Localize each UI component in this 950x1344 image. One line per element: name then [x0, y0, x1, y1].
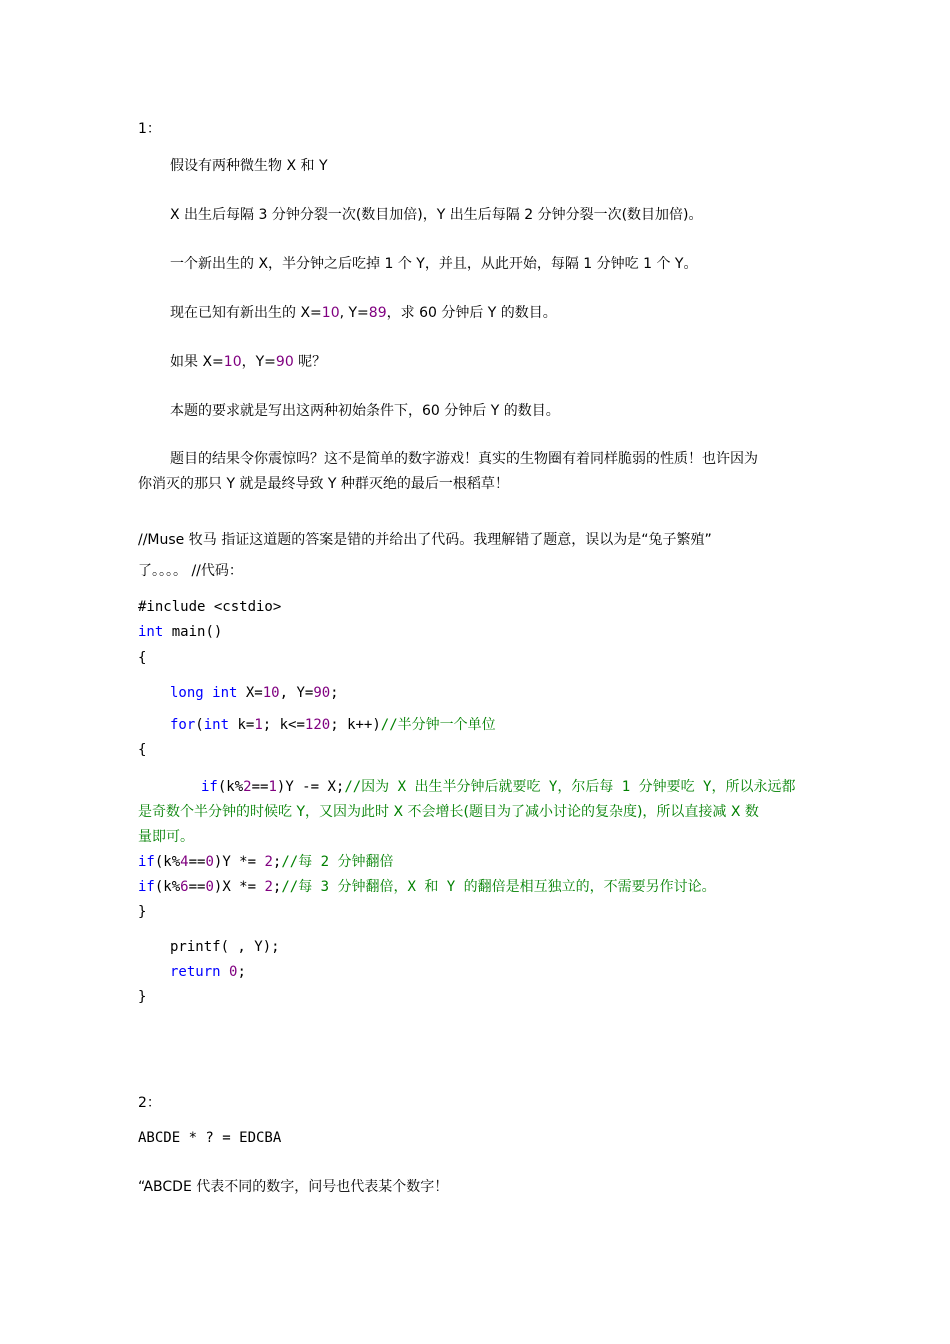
code-line-printf: printf( , Y);: [170, 939, 280, 955]
code-line-main: int main(): [138, 624, 223, 640]
puzzle-description: “ABCDE 代表不同的数字，问号也代表某个数字！: [138, 1179, 449, 1195]
code-line-if-y: if(k%4==0)Y *= 2;//每 2 分钟翻倍: [138, 854, 394, 870]
code-line-close-brace: }: [138, 904, 147, 920]
para-3: 一个新出生的 X，半分钟之后吃掉 1 个 Y，并且，从此开始，每隔 1 分钟吃 1 个 Y。: [170, 256, 698, 272]
note-line-1: //Muse 牧马 指证这道题的答案是错的并给出了代码。我理解错了题意，误以为是“兔子繁殖”: [138, 532, 712, 548]
code-line-if-eat: if(k%2==1)Y -= X;//因为 X 出生半分钟后就要吃 Y，尔后每 1 分钟要吃 Y，所以永远都: [201, 779, 796, 795]
code-line-for: for(int k=1; k<=120; k++)//半分钟一个单位: [170, 717, 496, 733]
code-line-close-brace-2: }: [138, 989, 147, 1005]
heading-1: 1：: [138, 121, 161, 137]
para-6: 本题的要求就是写出这两种初始条件下，60 分钟后 Y 的数目。: [170, 403, 560, 419]
puzzle-equation: ABCDE * ? = EDCBA: [138, 1130, 282, 1146]
para-4: 现在已知有新出生的 X=10, Y=89，求 60 分钟后 Y 的数目。: [170, 305, 557, 321]
para-8: 你消灭的那只 Y 就是最终导致 Y 种群灭绝的最后一根稻草！: [138, 476, 509, 492]
code-line-if-x: if(k%6==0)X *= 2;//每 3 分钟翻倍，X 和 Y 的翻倍是相互独立的，不需要另作讨论。: [138, 879, 716, 895]
code-comment-cont-1: 是奇数个半分钟的时候吃 Y，又因为此时 X 不会增长(题目为了减小讨论的复杂度)，所以直接减 X 数: [138, 804, 759, 820]
code-line-open-brace: {: [138, 650, 147, 666]
code-line-return: return 0;: [170, 964, 246, 980]
para-2: X 出生后每隔 3 分钟分裂一次(数目加倍)，Y 出生后每隔 2 分钟分裂一次(数目加倍)。: [170, 207, 703, 223]
note-line-2: 了。。。。 //代码：: [138, 563, 243, 579]
heading-2: 2：: [138, 1095, 161, 1111]
para-7: 题目的结果令你震惊吗？这不是简单的数字游戏！真实的生物圈有着同样脆弱的性质！也许因为: [170, 451, 758, 467]
code-line-open-brace-2: {: [138, 742, 147, 758]
code-line-include: #include <cstdio>: [138, 599, 282, 615]
code-comment-cont-2: 量即可。: [138, 829, 194, 845]
para-5: 如果 X=10，Y=90 呢？: [170, 354, 327, 370]
code-line-decl: long int X=10, Y=90;: [170, 685, 339, 701]
para-1: 假设有两种微生物 X 和 Y: [170, 158, 328, 174]
